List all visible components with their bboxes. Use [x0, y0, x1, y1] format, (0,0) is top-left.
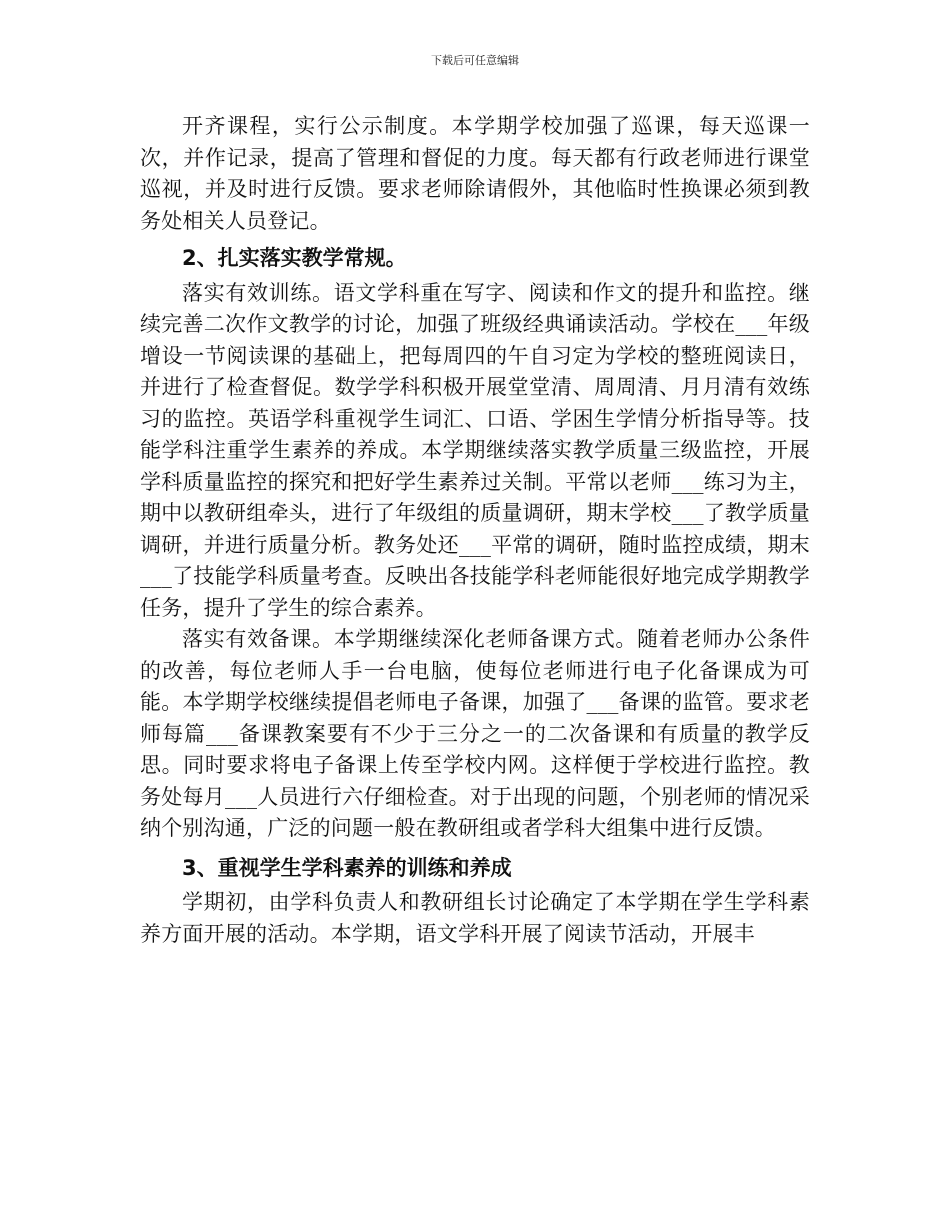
paragraph-effective-lesson-prep: 落实有效备课。本学期继续深化老师备课方式。随着老师办公条件的改善，每位老师人手一台电脑，使每位老师进行电子化备课成为可能。本学期学校继续提倡老师电子备课，加强了___备课的监管。要求老师每篇___备课教案要有不少于三分之一的二次备课和有质量的教学反思。同时要求将电子备课上传至学校内网。这样便于学校进行监控。教务处每月___人员进行六仔细检查。对于出现的问题，个别老师的情况采纳个别沟通，广泛的问题一般在教研组或者学科大组集中进行反馈。	[140, 627, 810, 840]
section-heading-teaching-routine: 2、扎实落实教学常规。	[182, 246, 407, 270]
paragraph-course-inspection: 开齐课程，实行公示制度。本学期学校加强了巡课，每天巡课一次，并作记录，提高了管理和督促的力度。每天都有行政老师进行课堂巡视，并及时进行反馈。要求老师除请假外，其他临时性换课必须到教务处相关人员登记。	[140, 114, 810, 233]
paragraph-semester-start: 学期初，由学科负责人和教研组长讨论确定了本学期在学生学科素养方面开展的活动。本学期，语文学科开展了阅读节活动，开展丰	[140, 890, 810, 946]
document-body	[140, 111, 810, 950]
page-header: 下载后可任意编辑	[431, 54, 519, 67]
paragraph-effective-training: 落实有效训练。语文学科重在写字、阅读和作文的提升和监控。继续完善二次作文教学的讨论，加强了班级经典诵读活动。学校在___年级增设一节阅读课的基础上，把每周四的午自习定为学校的整班阅读日，并进行了检查督促。数学学科积极开展堂堂清、周周清、月月清有效练习的监控。英语学科重视学生词汇、口语、学困生学情分析指导等。技能学科注重学生素养的养成。本学期继续落实教学质量三级监控，开展学科质量监控的探究和把好学生素养过关制。平常以老师___练习为主，期中以教研组牵头，进行了年级组的质量调研，期末学校___了教学质量调研，并进行质量分析。教务处还___平常的调研，随时监控成绩，期末___了技能学科质量考查。反映出各技能学科老师能很好地完成学期教学任务，提升了学生的综合素养。	[140, 280, 810, 620]
section-heading-student-literacy: 3、重视学生学科素养的训练和养成	[182, 855, 512, 880]
